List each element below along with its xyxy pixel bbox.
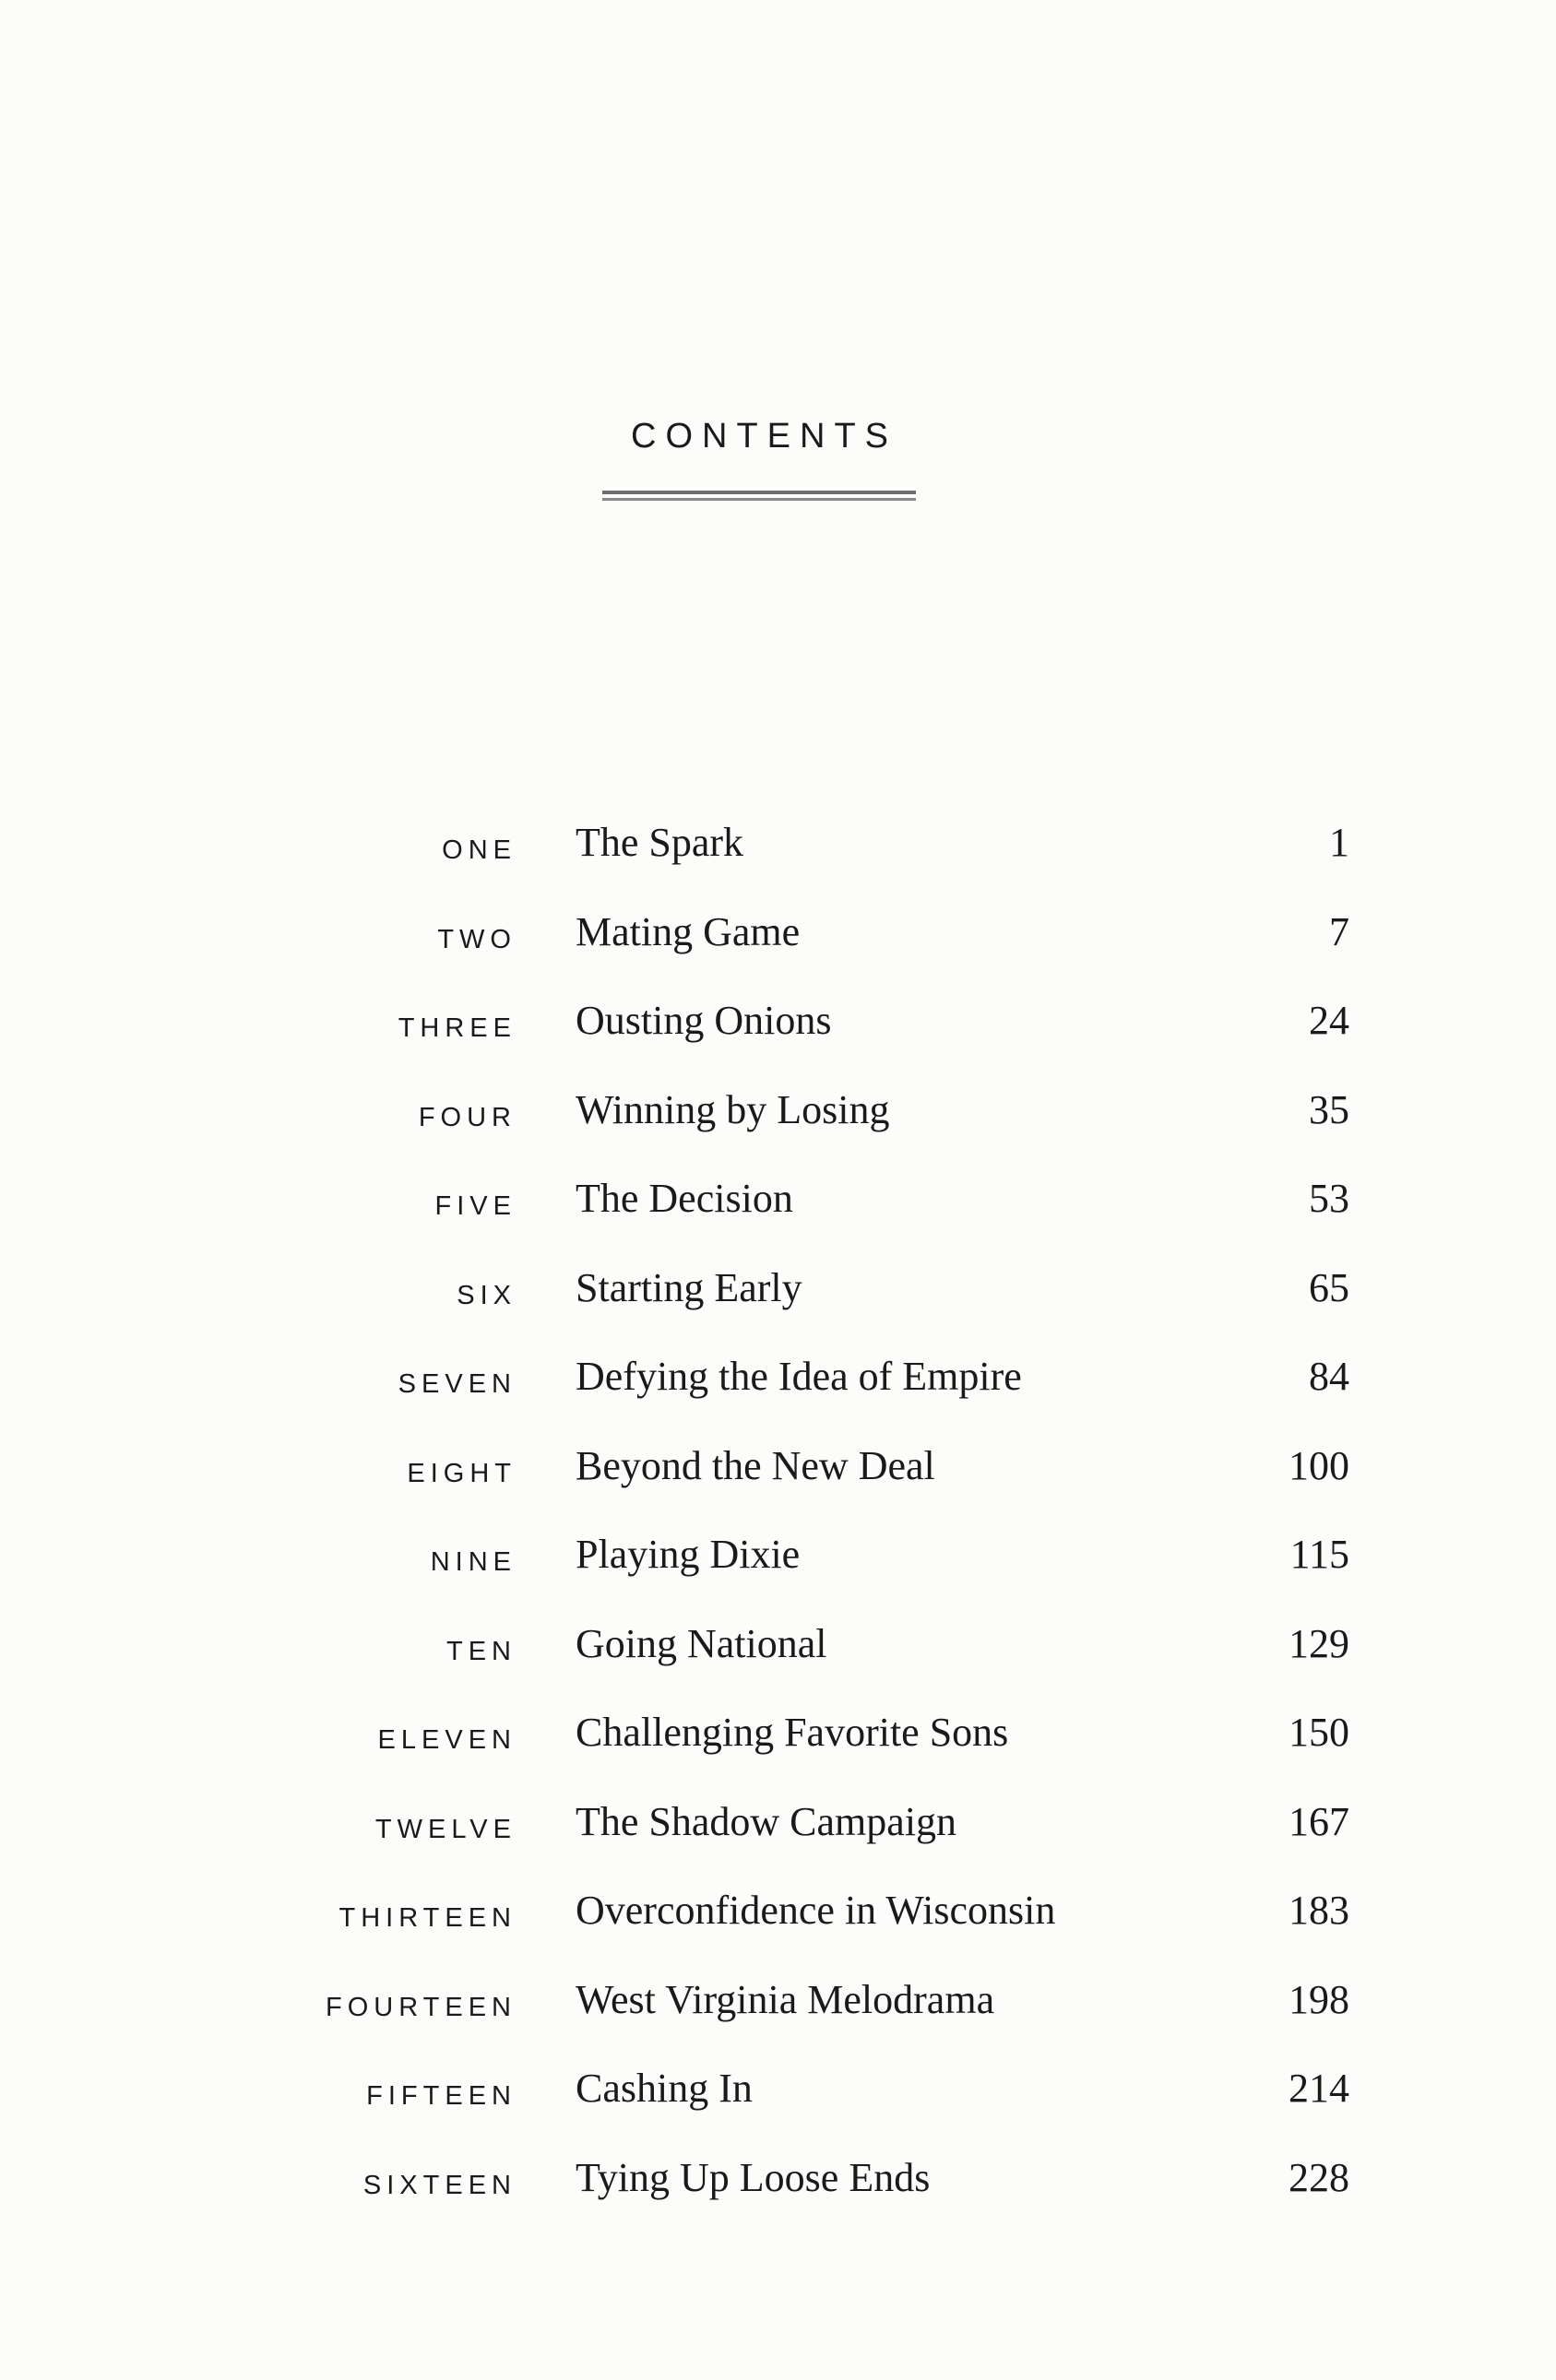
chapter-number: NINE	[430, 1547, 517, 1577]
toc-entry	[0, 1257, 1556, 1346]
chapter-page-number: 100	[1289, 1442, 1349, 1488]
chapter-page-number: 7	[1329, 908, 1349, 954]
chapter-title: Ousting Onions	[576, 998, 832, 1043]
toc-entry	[0, 1079, 1556, 1168]
toc-entry	[0, 1969, 1556, 2058]
chapter-title: Overconfidence in Wisconsin	[576, 1888, 1056, 1933]
chapter-page-number: 214	[1289, 2066, 1349, 2111]
toc-entry	[0, 1613, 1556, 1702]
chapter-number: ELEVEN	[377, 1725, 517, 1755]
chapter-title: Tying Up Loose Ends	[576, 2154, 931, 2200]
chapter-number: THREE	[398, 1013, 517, 1043]
chapter-number: TEN	[446, 1636, 517, 1666]
chapter-number: FOURTEEN	[326, 1992, 517, 2022]
chapter-number: FIVE	[434, 1191, 517, 1221]
chapter-title: West Virginia Melodrama	[576, 1976, 995, 2022]
chapter-title: Challenging Favorite Sons	[576, 1710, 1009, 1755]
toc-entry	[0, 901, 1556, 990]
chapter-number: EIGHT	[407, 1458, 517, 1488]
chapter-number: SIXTEEN	[362, 2170, 517, 2200]
chapter-title: The Shadow Campaign	[576, 1798, 957, 1844]
chapter-number: FIFTEEN	[366, 2081, 517, 2111]
heading-rule-lower	[602, 498, 916, 501]
chapter-number: SIX	[457, 1280, 517, 1310]
chapter-page-number: 84	[1309, 1354, 1349, 1399]
toc-entry	[0, 1701, 1556, 1791]
chapter-title: The Spark	[576, 820, 744, 865]
chapter-page-number: 167	[1289, 1798, 1349, 1844]
toc-entry	[0, 1879, 1556, 1969]
chapter-page-number: 228	[1289, 2154, 1349, 2200]
chapter-title: Beyond the New Deal	[576, 1442, 935, 1488]
chapter-page-number: 129	[1289, 1620, 1349, 1666]
chapter-number: ONE	[442, 835, 517, 865]
chapter-number: TWO	[437, 924, 517, 954]
chapter-number: SEVEN	[398, 1369, 517, 1399]
chapter-page-number: 183	[1289, 1888, 1349, 1933]
chapter-title: Going National	[576, 1620, 827, 1666]
chapter-number: TWELVE	[374, 1814, 517, 1844]
chapter-title: Defying the Idea of Empire	[576, 1354, 1022, 1399]
toc-entry	[0, 1435, 1556, 1524]
toc-entry	[0, 1167, 1556, 1257]
table-of-contents	[0, 811, 1556, 2235]
toc-entry	[0, 1791, 1556, 1880]
chapter-page-number: 150	[1289, 1710, 1349, 1755]
toc-entry	[0, 2057, 1556, 2147]
chapter-page-number: 1	[1329, 820, 1349, 865]
toc-entry	[0, 1523, 1556, 1613]
chapter-title: Starting Early	[576, 1264, 802, 1310]
contents-heading: CONTENTS	[631, 417, 897, 456]
toc-entry	[0, 2147, 1556, 2236]
chapter-page-number: 65	[1309, 1264, 1349, 1310]
toc-entry	[0, 811, 1556, 901]
chapter-number: THIRTEEN	[339, 1903, 517, 1933]
chapter-title: Playing Dixie	[576, 1532, 801, 1577]
heading-rule	[602, 491, 916, 494]
chapter-title: Cashing In	[576, 2066, 753, 2111]
chapter-number: FOUR	[418, 1102, 517, 1132]
chapter-page-number: 35	[1309, 1086, 1349, 1132]
chapter-page-number: 24	[1309, 998, 1349, 1043]
toc-entry	[0, 1345, 1556, 1435]
chapter-title: Winning by Losing	[576, 1086, 890, 1132]
chapter-page-number: 198	[1289, 1976, 1349, 2022]
chapter-page-number: 53	[1309, 1176, 1349, 1221]
chapter-title: Mating Game	[576, 908, 801, 954]
chapter-page-number: 115	[1289, 1532, 1349, 1577]
toc-entry	[0, 989, 1556, 1079]
chapter-title: The Decision	[576, 1176, 793, 1221]
